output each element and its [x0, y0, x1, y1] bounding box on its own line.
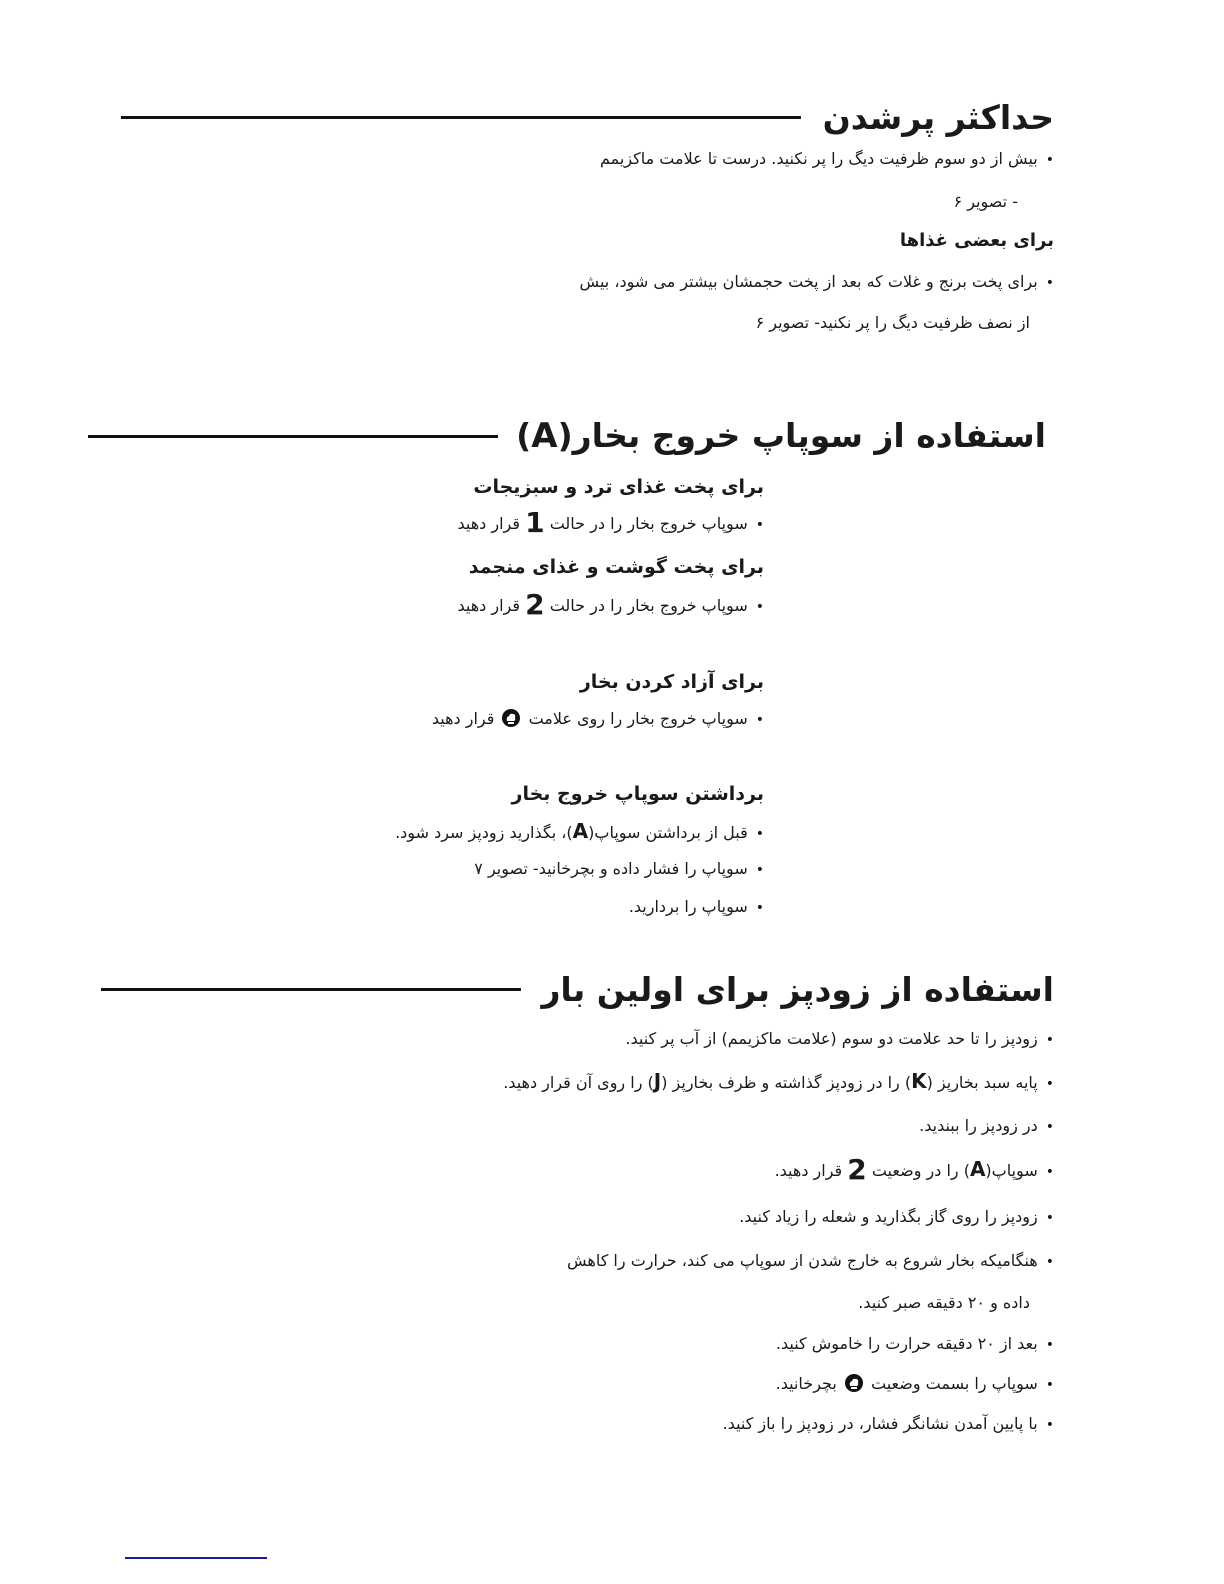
- list-item: •هنگامیکه بخار شروع به خارج شدن از سوپاپ می کند، حرارت را کاهش: [567, 1251, 1054, 1270]
- valve-position-number: 2: [847, 1153, 867, 1186]
- list-item: داده و ۲۰ دقیقه صبر کنید.: [858, 1293, 1030, 1312]
- title-rule: [121, 116, 801, 119]
- body-line: •سوپاپ خروج بخار را روی علامت قرار دهید: [431, 709, 764, 728]
- footer-rule: [125, 1557, 267, 1559]
- section-first-use: [101, 970, 1054, 1009]
- subheading: برای پخت گوشت و غذای منجمد: [468, 556, 764, 578]
- subheading: برای بعضی غذاها: [899, 230, 1054, 251]
- valve-position-number: 2: [525, 588, 545, 621]
- body-line: •سوپاپ خروج بخار را در حالت 2 قرار دهید: [457, 588, 764, 621]
- body-line: •سوپاپ را بردارید.: [628, 897, 764, 916]
- bullet: •: [1045, 152, 1054, 168]
- steam-release-icon: [501, 708, 521, 728]
- subheading: برای پخت غذای ترد و سبزیجات: [473, 476, 764, 498]
- steam-release-icon: [844, 1373, 864, 1393]
- section-max-fill: [121, 98, 1054, 137]
- list-item: •با پایین آمدن نشانگر فشار، در زودپز را باز کنید.: [722, 1414, 1054, 1433]
- list-item: •بعد از ۲۰ دقیقه حرارت را خاموش کنید.: [775, 1334, 1054, 1353]
- section-steam-valve: [88, 416, 1046, 456]
- list-item: •زودپز را روی گاز بگذارید و شعله را زیاد کنید.: [739, 1207, 1054, 1226]
- body-line: •بیش از دو سوم ظرفیت دیگ را پر نکنید. درست تا علامت ماکزیمم: [600, 148, 1054, 171]
- section-title: استفاده از زودپز برای اولین بار: [541, 970, 1054, 1009]
- section-title: استفاده از سوپاپ خروج بخار(A): [516, 416, 1046, 456]
- body-line: - تصویر ۶: [953, 192, 1018, 211]
- list-item: •سوپاپ(A) را در وضعیت 2 قرار دهید.: [774, 1153, 1054, 1186]
- body-line: •سوپاپ خروج بخار را در حالت 1 قرار دهید: [457, 506, 764, 539]
- body-line: •برای پخت برنج و غلات که بعد از پخت حجمشان بیشتر می شود، بیش: [580, 271, 1054, 294]
- title-rule: [88, 435, 498, 438]
- body-line: •قبل از برداشتن سوپاپ(A)، بگذارید زودپز سرد شود.: [395, 819, 764, 843]
- title-rule: [101, 988, 521, 991]
- list-item: •زودپز را تا حد علامت دو سوم (علامت ماکزیمم) از آب پر کنید.: [625, 1029, 1054, 1048]
- section-title: حداکثر پرشدن: [822, 98, 1054, 137]
- body-line: •سوپاپ را فشار داده و بچرخانید- تصویر ۷: [474, 859, 764, 878]
- list-item: •سوپاپ را بسمت وضعیت بچرخانید.: [775, 1374, 1054, 1393]
- bullet: •: [1045, 275, 1054, 291]
- valve-position-number: 1: [525, 506, 545, 539]
- subheading: برای آزاد کردن بخار: [579, 671, 764, 693]
- list-item: •در زودپز را ببندید.: [919, 1116, 1054, 1135]
- subheading: برداشتن سوپاپ خروج بخار: [511, 783, 764, 805]
- list-item: •پایه سبد بخارپز (K) را در زودپز گذاشته و ظرف بخارپز (J) را روی آن قرار دهید.: [503, 1069, 1054, 1093]
- body-line: از نصف ظرفیت دیگ را پر نکنید- تصویر ۶: [755, 313, 1030, 332]
